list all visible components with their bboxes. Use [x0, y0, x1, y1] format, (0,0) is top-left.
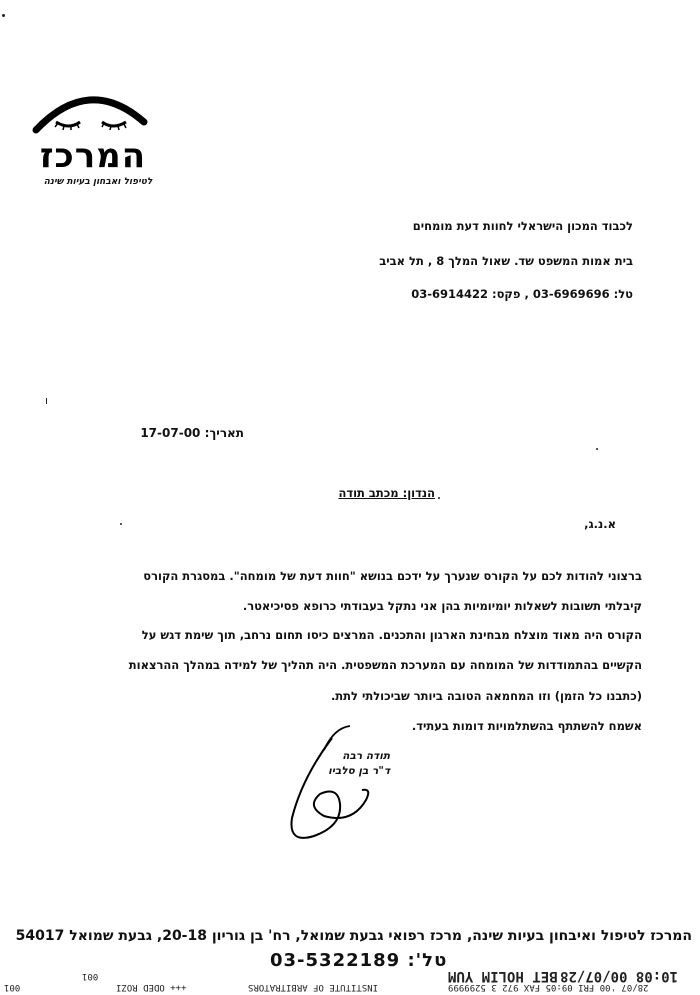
- logo-tagline: לטיפול ואבחון בעיות שינה: [43, 177, 153, 187]
- fax-recipient: +++ ODED ROZI: [116, 982, 187, 992]
- letter-date: תאריך: 17-07-00: [140, 426, 244, 440]
- letter-subject: הנדון: מכתב תודה: [338, 486, 435, 500]
- scan-speck: [2, 14, 5, 17]
- fax-page-end: 001: [82, 971, 99, 981]
- letter-greeting: א.נ.ג,: [584, 517, 616, 531]
- paragraph-1-line-2: קיבלתי תשובות לשאלות יומיומיות בהן אני נתקל בעבודתי כרופא פסיכיאטר.: [242, 599, 642, 613]
- fax-line: 28/07 '00 FRI 09:05 FAX 972 3 5299999: [448, 982, 649, 992]
- logo: [14, 82, 164, 187]
- paragraph-3: אשמח להשתתף בהשתלמויות דומות בעתיד.: [411, 719, 642, 733]
- handwritten-signature-icon: [262, 718, 442, 848]
- fax-sender: BET HOLIM YUM: [448, 968, 558, 984]
- fax-timestamp: 10:08 00/07/28: [560, 968, 679, 984]
- fax-page-start: 001: [4, 982, 21, 992]
- footer-address: המרכז לטיפול ואיבחון בעיות שינה, מרכז רפואי גבעת שמואל, רח' בן גוריון 20-18, גבעת שמואל 54017: [15, 928, 692, 944]
- closing-signer-name: ד"ר בן סלביו: [328, 765, 390, 777]
- scan-speck: [120, 523, 122, 525]
- sleep-eye-logo-icon: [14, 82, 164, 142]
- paragraph-1-line-1: ברצוני להודות לכם על הקורס שנערך על ידכם בנושא "חוות דעת של מומחה". במסגרת הקורס: [143, 569, 642, 583]
- paragraph-2-line-3: (כתבנו כל הזמן) וזו המחמאה הטובה ביותר שביכולתי לתת.: [330, 689, 642, 703]
- logo-wordmark: המרכז: [39, 136, 147, 176]
- paragraph-2-line-1: הקורס היה מאוד מוצלח מבחינת הארגון והתכנים. המרצים כיסו תחום נרחב, תוך שימת דגש על: [141, 628, 642, 642]
- scan-speck: [596, 448, 598, 450]
- closing-thanks: תודה רבה: [342, 750, 390, 762]
- paragraph-2-line-2: הקשיים בהתמודדות של המומחה עם המערכת המשפטית. היה תהליך של למידה במהלך ההרצאות: [128, 658, 642, 672]
- recipient-line-2: בית אמות המשפט שד. שאול המלך 8 , תל אביב: [379, 254, 633, 268]
- scan-speck: [438, 497, 440, 499]
- footer-phone: טל': 03-5322189: [270, 950, 448, 971]
- fax-org: INSTITUTE OF ARBITRATORS: [248, 982, 379, 992]
- recipient-line-1: לכבוד המכון הישראלי לחוות דעת מומחים: [412, 219, 633, 233]
- fax-header-strip: [0, 968, 700, 990]
- recipient-line-3: טל: 03-6969696 , פקס: 03-6914422: [411, 287, 633, 301]
- scan-speck: [46, 398, 47, 404]
